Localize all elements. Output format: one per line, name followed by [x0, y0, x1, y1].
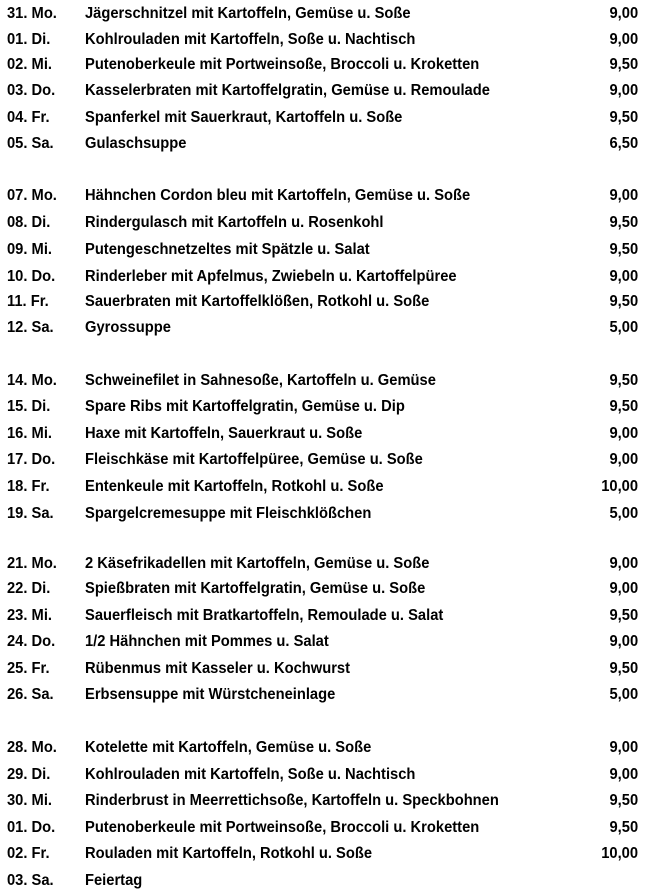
- menu-day: 30. Mi.: [7, 792, 52, 809]
- menu-price: 9,00: [609, 580, 638, 597]
- menu-day: 21. Mo.: [7, 555, 57, 572]
- menu-price: 9,00: [609, 187, 638, 204]
- menu-dish: Kasselerbraten mit Kartoffelgratin, Gemüse u. Remoulade: [85, 82, 490, 99]
- menu-row: [0, 503, 649, 525]
- menu-price: 10,00: [601, 478, 638, 495]
- menu-dish: 1/2 Hähnchen mit Pommes u. Salat: [85, 633, 329, 650]
- menu-price: 9,50: [609, 819, 638, 836]
- menu-dish: Sauerfleisch mit Bratkartoffeln, Remoulade u. Salat: [85, 607, 444, 624]
- menu-day: 10. Do.: [7, 268, 56, 285]
- menu-price: 9,50: [609, 660, 638, 677]
- menu-row: [0, 317, 649, 339]
- menu-day: 19. Sa.: [7, 505, 54, 522]
- menu-row: [0, 737, 649, 759]
- menu-dish: Spanferkel mit Sauerkraut, Kartoffeln u. Soße: [85, 109, 403, 126]
- menu-day: 01. Do.: [7, 819, 56, 836]
- menu-dish: Spargelcremesuppe mit Fleischklößchen: [85, 505, 372, 522]
- menu-row: [0, 684, 649, 706]
- menu-price: 5,00: [609, 686, 638, 703]
- menu-dish: Rinderleber mit Apfelmus, Zwiebeln u. Kartoffelpüree: [85, 268, 457, 285]
- menu-day: 26. Sa.: [7, 686, 54, 703]
- menu-dish: Feiertag: [85, 872, 143, 889]
- menu-dish: Schweinefilet in Sahnesoße, Kartoffeln u. Gemüse: [85, 372, 436, 389]
- menu-price: 9,00: [609, 268, 638, 285]
- menu-row: [0, 185, 649, 207]
- menu-day: 31. Mo.: [7, 5, 57, 22]
- menu-price: 9,00: [609, 82, 638, 99]
- menu-price: 9,00: [609, 5, 638, 22]
- menu-price: 9,00: [609, 555, 638, 572]
- menu-day: 15. Di.: [7, 398, 51, 415]
- menu-row: [0, 3, 649, 25]
- menu-day: 29. Di.: [7, 766, 51, 783]
- menu-dish: Haxe mit Kartoffeln, Sauerkraut u. Soße: [85, 425, 363, 442]
- menu-day: 14. Mo.: [7, 372, 57, 389]
- menu-price: 9,50: [609, 241, 638, 258]
- menu-dish: Fleischkäse mit Kartoffelpüree, Gemüse u. Soße: [85, 451, 423, 468]
- menu-day: 08. Di.: [7, 214, 51, 231]
- menu-price: 9,00: [609, 31, 638, 48]
- menu-price: 9,00: [609, 451, 638, 468]
- menu-dish: Gulaschsuppe: [85, 135, 187, 152]
- menu-row: [0, 370, 649, 392]
- menu-price: 9,50: [609, 214, 638, 231]
- menu-day: 03. Sa.: [7, 872, 54, 889]
- menu-row: [0, 790, 649, 812]
- menu-row: [0, 239, 649, 261]
- menu-price: 5,00: [609, 505, 638, 522]
- menu-dish: Spießbraten mit Kartoffelgratin, Gemüse u. Soße: [85, 580, 426, 597]
- menu-row: [0, 476, 649, 498]
- menu-price: 9,50: [609, 792, 638, 809]
- menu-row: [0, 870, 649, 892]
- menu-dish: Sauerbraten mit Kartoffelklößen, Rotkohl u. Soße: [85, 293, 430, 310]
- menu-dish: Putenoberkeule mit Portweinsoße, Broccoli u. Kroketten: [85, 819, 480, 836]
- menu-day: 05. Sa.: [7, 135, 54, 152]
- menu-day: 28. Mo.: [7, 739, 57, 756]
- menu-day: 04. Fr.: [7, 109, 50, 126]
- menu-dish: Kohlrouladen mit Kartoffeln, Soße u. Nachtisch: [85, 31, 416, 48]
- menu-day: 07. Mo.: [7, 187, 57, 204]
- menu-dish: Putenoberkeule mit Portweinsoße, Broccoli u. Kroketten: [85, 56, 480, 73]
- menu-price: 9,00: [609, 739, 638, 756]
- menu-row: [0, 54, 649, 76]
- menu-day: 16. Mi.: [7, 425, 52, 442]
- menu-dish: Rouladen mit Kartoffeln, Rotkohl u. Soße: [85, 845, 373, 862]
- menu-day: 18. Fr.: [7, 478, 50, 495]
- menu-day: 17. Do.: [7, 451, 56, 468]
- menu-row: [0, 423, 649, 445]
- menu-dish: Rinderbrust in Meerrettichsoße, Kartoffeln u. Speckbohnen: [85, 792, 499, 809]
- menu-price: 6,50: [609, 135, 638, 152]
- menu-price: 9,50: [609, 56, 638, 73]
- menu-day: 02. Mi.: [7, 56, 52, 73]
- menu-row: [0, 107, 649, 129]
- menu-dish: Gyrossuppe: [85, 319, 171, 336]
- menu-price: 9,50: [609, 607, 638, 624]
- menu-day: 12. Sa.: [7, 319, 54, 336]
- menu-row: [0, 631, 649, 653]
- menu-row: [0, 212, 649, 234]
- menu-dish: Entenkeule mit Kartoffeln, Rotkohl u. Soße: [85, 478, 384, 495]
- menu-dish: 2 Käsefrikadellen mit Kartoffeln, Gemüse u. Soße: [85, 555, 430, 572]
- menu-day: 22. Di.: [7, 580, 51, 597]
- menu-dish: Putengeschnetzeltes mit Spätzle u. Salat: [85, 241, 370, 258]
- menu-day: 02. Fr.: [7, 845, 50, 862]
- menu-row: [0, 80, 649, 102]
- menu-row: [0, 133, 649, 155]
- menu-dish: Jägerschnitzel mit Kartoffeln, Gemüse u. Soße: [85, 5, 411, 22]
- menu-price: 9,00: [609, 633, 638, 650]
- menu-day: 11. Fr.: [7, 293, 49, 310]
- menu-price: 9,50: [609, 109, 638, 126]
- menu-dish: Kohlrouladen mit Kartoffeln, Soße u. Nachtisch: [85, 766, 416, 783]
- menu-row: [0, 396, 649, 418]
- menu-day: 25. Fr.: [7, 660, 50, 677]
- menu-row: [0, 291, 649, 313]
- menu-row: [0, 843, 649, 865]
- menu-day: 24. Do.: [7, 633, 56, 650]
- menu-price: 5,00: [609, 319, 638, 336]
- menu-row: [0, 266, 649, 288]
- menu-day: 01. Di.: [7, 31, 51, 48]
- menu-dish: Spare Ribs mit Kartoffelgratin, Gemüse u. Dip: [85, 398, 405, 415]
- menu-day: 03. Do.: [7, 82, 56, 99]
- menu-row: [0, 764, 649, 786]
- menu-price: 9,50: [609, 293, 638, 310]
- menu-row: [0, 658, 649, 680]
- menu-row: [0, 449, 649, 471]
- menu-price: 9,00: [609, 425, 638, 442]
- menu-row: [0, 29, 649, 51]
- menu-dish: Kotelette mit Kartoffeln, Gemüse u. Soße: [85, 739, 372, 756]
- menu-row: [0, 578, 649, 600]
- menu-row: [0, 605, 649, 627]
- menu-dish: Erbsensuppe mit Würstcheneinlage: [85, 686, 336, 703]
- menu-dish: Rübenmus mit Kasseler u. Kochwurst: [85, 660, 351, 677]
- menu-day: 23. Mi.: [7, 607, 52, 624]
- menu-day: 09. Mi.: [7, 241, 52, 258]
- menu-price: 9,50: [609, 398, 638, 415]
- menu-row: [0, 553, 649, 575]
- menu-row: [0, 817, 649, 839]
- menu-price: 9,50: [609, 372, 638, 389]
- menu-dish: Hähnchen Cordon bleu mit Kartoffeln, Gemüse u. Soße: [85, 187, 471, 204]
- menu-price: 10,00: [601, 845, 638, 862]
- menu-dish: Rindergulasch mit Kartoffeln u. Rosenkohl: [85, 214, 384, 231]
- menu-price: 9,00: [609, 766, 638, 783]
